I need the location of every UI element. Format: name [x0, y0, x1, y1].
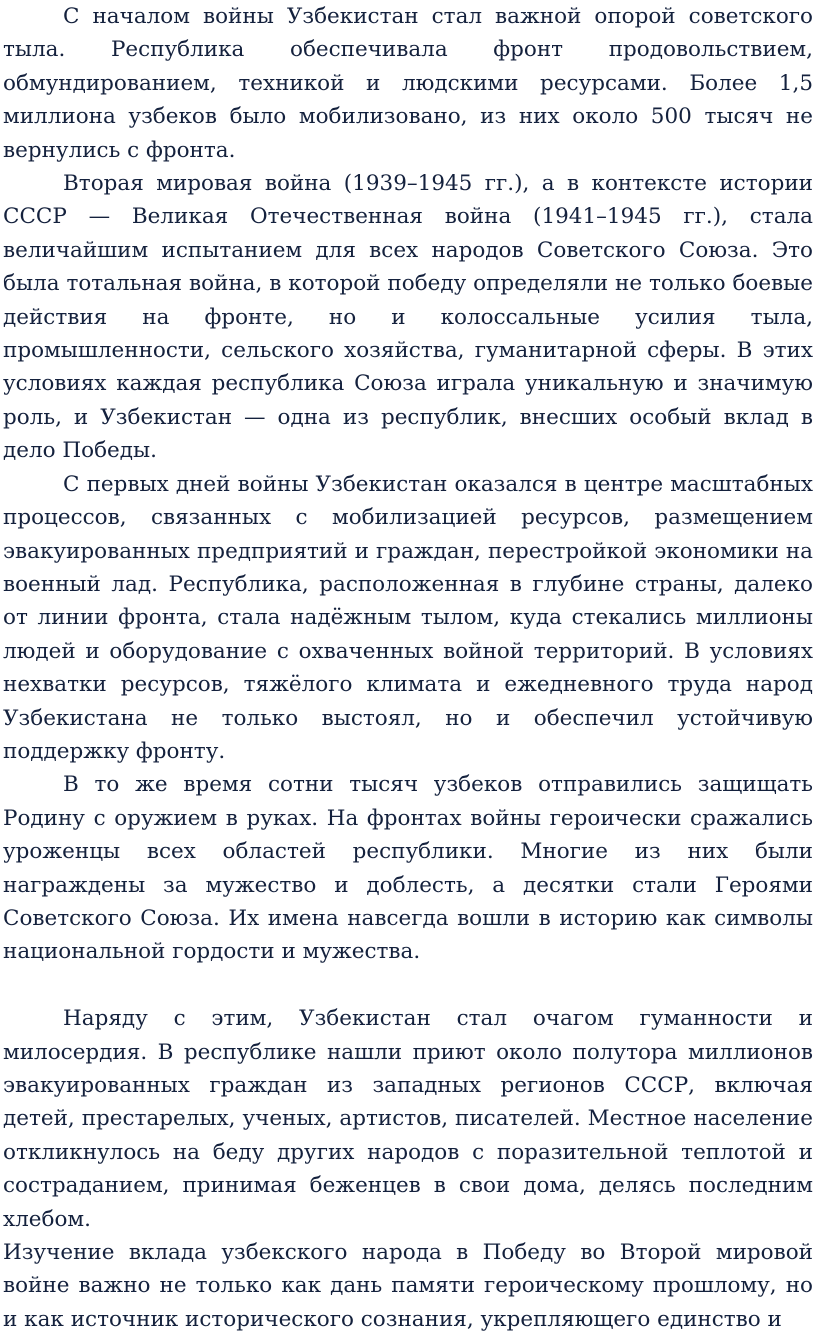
paragraph-soldiers: В то же время сотни тысяч узбеков отправились защищать Родину с оружием в руках. На фронтах войны героически сражались уроженцы всех областей республики. Многие из них были награждены за мужество и доблесть, а десятки стали Героями Советского Союза. Их имена навсегда вошли в историю как символы национальной гордости и мужества.	[3, 772, 813, 965]
paragraph-gap	[3, 969, 813, 1002]
paragraph-second-world-war: Вторая мировая война (1939–1945 гг.), а в контексте истории СССР — Великая Отечественная война (1941–1945 гг.), стала величайшим испытанием для всех народов Советского Союза. Это была тотальная война, в которой победу определяли не только боевые действия на фронте, но и колоссальные усилия тыла, промышленности, сельского хозяйства, гуманитарной сферы. В этих условиях каждая республика Союза играла уникальную и значимую роль, и Узбекистан — одна из республик, внесших особый вклад в дело Победы.	[3, 171, 813, 464]
paragraph-war-start: С началом войны Узбекистан стал важной опорой советского тыла. Республика обеспечивала фронт продовольствием, обмундированием, техникой и людскими ресурсами. Более 1,5 миллиона узбеков было мобилизовано, из них около 500 тысяч не вернулись с фронта.	[3, 4, 813, 163]
document-page	[3, 0, 813, 1336]
paragraph-first-days: С первых дней войны Узбекистан оказался в центре масштабных процессов, связанных с мобилизацией ресурсов, размещением эвакуированных предприятий и граждан, перестройкой экономики на военный лад. Республика, расположенная в глубине страны, далеко от линии фронта, стала надёжным тылом, куда стекались миллионы людей и оборудование с охваченных войной территорий. В условиях нехватки ресурсов, тяжёлого климата и ежедневного труда народ Узбекистана не только выстоял, но и обеспечил устойчивую поддержку фронту.	[3, 471, 813, 764]
paragraph-humanity: Наряду с этим, Узбекистан стал очагом гуманности и милосердия. В республике нашли приют около полутора миллионов эвакуированных граждан из западных регионов СССР, включая детей, престарелых, ученых, артистов, писателей. Местное население откликнулось на беду других народов с поразительной теплотой и состраданием, принимая беженцев в свои дома, делясь последним хлебом.	[3, 1006, 813, 1232]
paragraph-study: Изучение вклада узбекского народа в Победу во Второй мировой войне важно не только как дань памяти героическому прошлому, но и как источник исторического сознания, укрепляющего единство и	[3, 1240, 813, 1332]
